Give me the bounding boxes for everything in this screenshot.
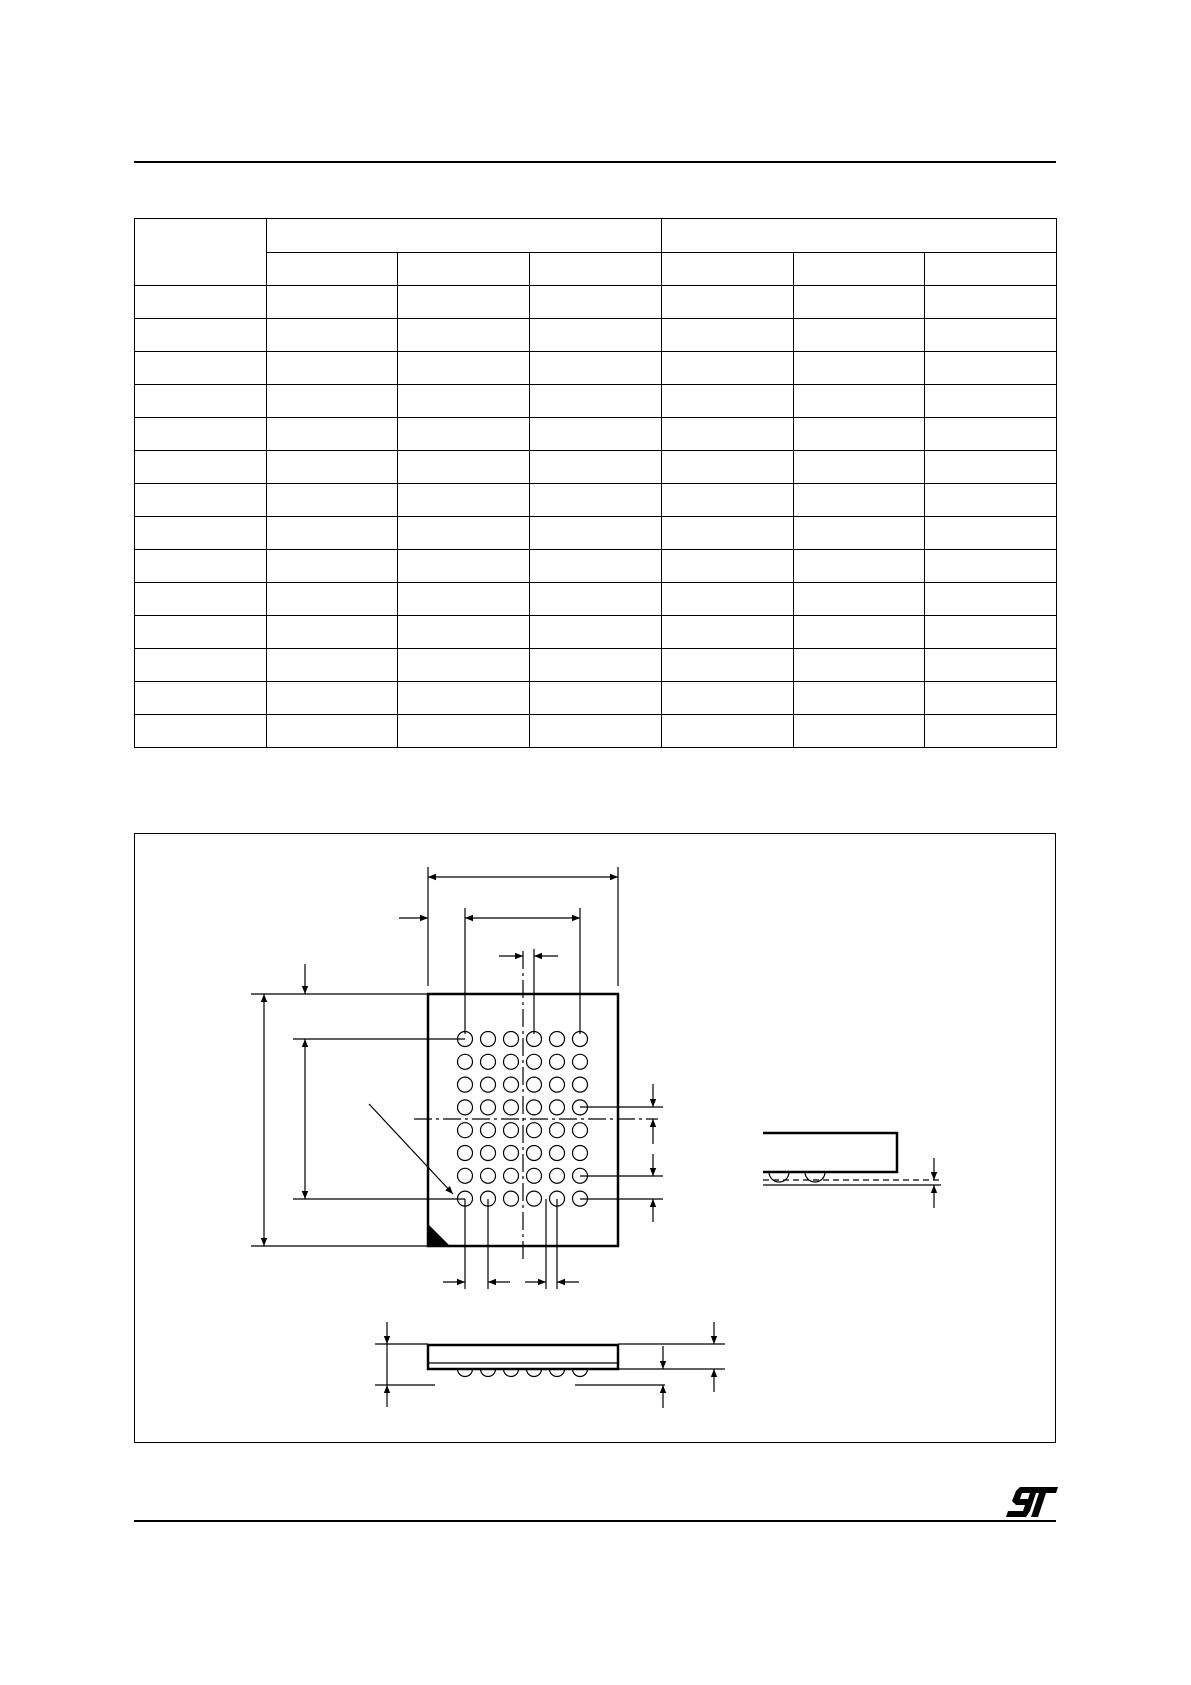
table-cell [530,484,662,517]
table-cell [267,352,398,385]
footer-rule [134,1520,1056,1522]
table-cell [662,286,794,319]
table-cell [267,385,398,418]
table-row [135,352,1057,385]
table-cell [794,319,925,352]
sub-header-cell [530,253,662,286]
table-cell [135,286,267,319]
solder-ball [550,1168,565,1183]
table-cell [135,451,267,484]
table-cell [135,583,267,616]
table-row [135,286,1057,319]
table-cell [135,418,267,451]
solder-ball [458,1146,473,1161]
table-cell [925,682,1057,715]
ball-a1-leader [369,1104,453,1194]
table-cell [794,286,925,319]
solder-ball [504,1100,519,1115]
table-cell [267,517,398,550]
table-cell [530,418,662,451]
table-cell [135,352,267,385]
table-cell [398,550,530,583]
table-cell [794,583,925,616]
solder-ball [481,1100,496,1115]
solder-ball [527,1054,542,1069]
table-cell [135,715,267,748]
table-cell [662,385,794,418]
table-cell [530,451,662,484]
table-cell [135,682,267,715]
solder-ball [458,1123,473,1138]
solder-ball [504,1168,519,1183]
table-cell [135,385,267,418]
solder-ball [481,1168,496,1183]
solder-ball [527,1168,542,1183]
table-cell [530,286,662,319]
solder-ball [573,1054,588,1069]
table-cell [925,286,1057,319]
table-cell [794,616,925,649]
solder-ball [481,1123,496,1138]
table-cell [267,319,398,352]
solder-ball [573,1146,588,1161]
table-cell [794,451,925,484]
table-cell [925,583,1057,616]
table-cell [925,484,1057,517]
solder-ball [573,1077,588,1092]
table-cell [398,418,530,451]
table-cell [794,385,925,418]
solder-ball [550,1032,565,1047]
table-cell [662,319,794,352]
solder-ball [550,1123,565,1138]
package-outline-figure [134,833,1056,1443]
table-cell [794,484,925,517]
table-cell [267,649,398,682]
table-row [135,616,1057,649]
table-cell [530,550,662,583]
table-cell [267,451,398,484]
table-cell [925,352,1057,385]
solder-ball [504,1032,519,1047]
table-cell [135,319,267,352]
table-cell [662,352,794,385]
table-cell [530,715,662,748]
table-cell [662,451,794,484]
table-cell [794,550,925,583]
table-row [135,319,1057,352]
solder-ball [504,1191,519,1206]
table-cell [794,682,925,715]
sub-header-cell [398,253,530,286]
table-cell [925,319,1057,352]
table-cell [398,649,530,682]
table-cell [530,352,662,385]
table-row [135,682,1057,715]
table-row [135,418,1057,451]
table-cell [398,451,530,484]
st-logo-mark [1006,1487,1058,1517]
table-cell [398,517,530,550]
table-row [135,385,1057,418]
group-header-cell [662,219,1057,253]
table-cell [398,352,530,385]
table-row [135,550,1057,583]
table-cell [794,517,925,550]
table-cell [135,649,267,682]
header-rule [134,161,1056,163]
table-cell [662,682,794,715]
table-cell [398,583,530,616]
table-cell [794,352,925,385]
table-cell [398,616,530,649]
table-row [135,583,1057,616]
table-cell [794,715,925,748]
pin-a1-corner-mark [428,1224,450,1246]
solder-ball [550,1146,565,1161]
solder-ball [504,1054,519,1069]
table-cell [530,649,662,682]
table-cell [398,682,530,715]
table-cell [925,649,1057,682]
package-body-side-view [428,1345,618,1369]
solder-ball [481,1146,496,1161]
sub-header-cell [267,253,398,286]
sub-header-cell [925,253,1057,286]
table-cell [925,451,1057,484]
table-cell [925,616,1057,649]
table-cell [925,517,1057,550]
table-row [135,649,1057,682]
table-cell [135,616,267,649]
solder-ball [550,1100,565,1115]
table-subheader-row [135,253,1057,286]
table-cell [267,583,398,616]
package-outline-drawing [135,834,1055,1442]
solder-ball [527,1100,542,1115]
solder-ball [504,1077,519,1092]
table-cell [530,385,662,418]
solder-ball [458,1168,473,1183]
solder-ball [527,1191,542,1206]
table-cell [530,517,662,550]
table-cell [662,484,794,517]
table-cell [925,418,1057,451]
table-cell [662,418,794,451]
table-cell [530,583,662,616]
table-cell [662,583,794,616]
table-cell [794,649,925,682]
table-cell [398,715,530,748]
table-cell [794,418,925,451]
sub-header-cell [662,253,794,286]
sub-header-cell [794,253,925,286]
table-cell [530,616,662,649]
st-logo [1006,1487,1058,1517]
table-cell [398,385,530,418]
table-row [135,484,1057,517]
table-cell [267,550,398,583]
table-header-row [135,219,1057,253]
table-cell [662,550,794,583]
solder-ball [504,1123,519,1138]
table-cell [530,682,662,715]
solder-ball [481,1077,496,1092]
symbol-header-cell [135,219,267,286]
table-cell [135,550,267,583]
table-cell [925,385,1057,418]
solder-ball [458,1054,473,1069]
table-cell [398,319,530,352]
table-row [135,715,1057,748]
package-dimensions-table [134,218,1057,748]
table-cell [530,319,662,352]
table-cell [398,286,530,319]
table-cell [267,616,398,649]
table-cell [267,484,398,517]
solder-ball [458,1100,473,1115]
table-cell [267,682,398,715]
solder-ball [481,1032,496,1047]
table-cell [135,517,267,550]
detail-view-body [763,1133,897,1172]
solder-ball [550,1077,565,1092]
table-cell [135,484,267,517]
solder-ball [550,1054,565,1069]
table-cell [662,517,794,550]
table-cell [925,715,1057,748]
table-cell [662,649,794,682]
solder-ball [527,1077,542,1092]
table-cell [662,616,794,649]
table-cell [267,286,398,319]
table-row [135,451,1057,484]
table-row [135,517,1057,550]
solder-ball [504,1146,519,1161]
solder-ball [458,1077,473,1092]
table-cell [267,418,398,451]
solder-ball [481,1054,496,1069]
solder-ball [527,1146,542,1161]
solder-ball [527,1123,542,1138]
table-cell [398,484,530,517]
solder-ball [573,1123,588,1138]
table-cell [267,715,398,748]
table-cell [662,715,794,748]
table-cell [925,550,1057,583]
group-header-cell [267,219,662,253]
